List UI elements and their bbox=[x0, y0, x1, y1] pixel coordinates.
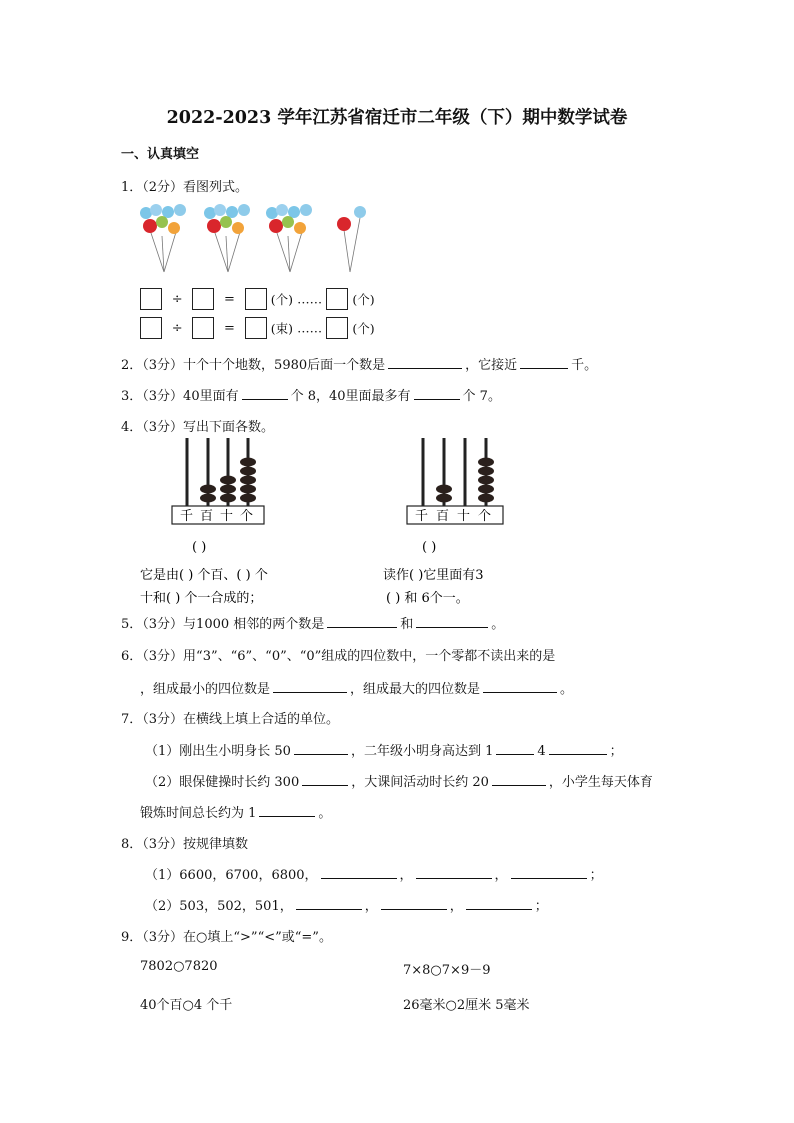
compare-item[interactable]: 26毫米○2厘米 5毫米 bbox=[403, 998, 530, 1013]
svg-text:十: 十 bbox=[457, 509, 471, 524]
answer-box[interactable] bbox=[245, 317, 267, 339]
page-title: 2022-2023 学年江苏省宿迁市二年级（下）期中数学试卷 bbox=[166, 108, 628, 128]
balloons-illustration bbox=[134, 200, 384, 280]
compare-item[interactable]: 7×8○7×9－9 bbox=[403, 963, 491, 978]
question-7-part-1: （1）刚出生小明身长 50 ，二年级小明身高达到 1 4 ； bbox=[145, 744, 623, 759]
answer-paren-2: ( ) bbox=[422, 540, 437, 555]
blank[interactable] bbox=[388, 356, 462, 369]
question-7-part-2-cont: 锻炼时间总长约为 1 。 bbox=[140, 806, 332, 821]
answer-box[interactable] bbox=[140, 317, 162, 339]
balloon-bunch-4 bbox=[337, 206, 366, 272]
answer-box[interactable] bbox=[326, 288, 348, 310]
blank[interactable] bbox=[294, 742, 348, 755]
question-6-line-1: 6．（3分）用“3”、“6”、“0”、“0”组成的四位数中，一个零都不读出来的是 bbox=[121, 649, 556, 664]
answer-box[interactable] bbox=[140, 288, 162, 310]
section-heading: 一、认真填空 bbox=[121, 147, 200, 162]
blank[interactable] bbox=[381, 897, 447, 910]
abacus-2-line-1: 读作( )它里面有3 bbox=[383, 568, 484, 583]
answer-box[interactable] bbox=[326, 317, 348, 339]
answer-box[interactable] bbox=[192, 317, 214, 339]
svg-text:百: 百 bbox=[436, 509, 450, 524]
answer-box[interactable] bbox=[245, 288, 267, 310]
blank[interactable] bbox=[327, 615, 397, 628]
answer-box[interactable] bbox=[192, 288, 214, 310]
abacus-1-line-1: 它是由( ) 个百、( ) 个 bbox=[140, 568, 268, 583]
blank[interactable] bbox=[492, 773, 546, 786]
label-bai: 百 bbox=[200, 509, 214, 524]
svg-text:千: 千 bbox=[415, 509, 429, 524]
blank[interactable] bbox=[466, 897, 532, 910]
compare-item[interactable]: 40个百○4 个千 bbox=[140, 998, 233, 1013]
abacus-2 bbox=[407, 438, 503, 524]
blank[interactable] bbox=[302, 773, 348, 786]
blank[interactable] bbox=[520, 356, 568, 369]
svg-text:个: 个 bbox=[478, 509, 492, 524]
equation-row-2: ÷ = (束) …… (个) bbox=[140, 317, 375, 339]
balloon-bunch-3 bbox=[266, 204, 312, 272]
question-3: 3．（3分）40里面有 个 8，40里面最多有 个 7。 bbox=[121, 389, 501, 404]
blank[interactable] bbox=[496, 742, 534, 755]
abacus-figure bbox=[140, 436, 540, 608]
question-7-part-2: （2）眼保健操时长约 300 ，大课间活动时长约 20 ，小学生每天体育 bbox=[145, 775, 653, 790]
question-4: 4．（3分）写出下面各数。 bbox=[121, 420, 275, 435]
question-6-line-2: ，组成最小的四位数是 ，组成最大的四位数是 。 bbox=[140, 682, 574, 697]
question-8-part-1: （1）6600，6700，6800， ， ， ； bbox=[145, 868, 603, 883]
blank[interactable] bbox=[483, 680, 557, 693]
question-8-part-2: （2）503，502，501， ， ， ； bbox=[145, 899, 548, 914]
question-1: 1．（2分）看图列式。 bbox=[121, 180, 249, 195]
abacus-2-line-2: ( ) 和 6个一。 bbox=[386, 591, 469, 606]
blank[interactable] bbox=[296, 897, 362, 910]
answer-paren-1: ( ) bbox=[192, 540, 207, 555]
blank[interactable] bbox=[414, 387, 460, 400]
blank[interactable] bbox=[416, 866, 492, 879]
blank[interactable] bbox=[416, 615, 488, 628]
question-8: 8．（3分）按规律填数 bbox=[121, 837, 249, 852]
blank[interactable] bbox=[321, 866, 397, 879]
abacus-1-line-2: 十和( ) 个一合成的； bbox=[140, 591, 263, 606]
balloon-bunch-2 bbox=[204, 204, 250, 272]
question-9: 9．（3分）在○填上“>”“<”或“=”。 bbox=[121, 930, 332, 945]
blank[interactable] bbox=[242, 387, 288, 400]
equation-row-1: ÷ = (个) …… (个) bbox=[140, 288, 375, 310]
compare-item[interactable]: 7802○7820 bbox=[140, 959, 218, 974]
label-shi: 十 bbox=[220, 509, 234, 524]
blank[interactable] bbox=[273, 680, 347, 693]
blank[interactable] bbox=[259, 804, 315, 817]
label-ge: 个 bbox=[240, 509, 254, 524]
question-5: 5．（3分）与1000 相邻的两个数是 和 。 bbox=[121, 617, 505, 632]
question-2: 2．（3分）十个十个地数，5980后面一个数是 ，它接近 千。 bbox=[121, 358, 598, 373]
balloon-bunch-1 bbox=[140, 204, 186, 272]
question-7: 7．（3分）在横线上填上合适的单位。 bbox=[121, 712, 340, 727]
label-qian: 千 bbox=[180, 509, 194, 524]
blank[interactable] bbox=[511, 866, 587, 879]
abacus-1 bbox=[172, 438, 264, 524]
blank[interactable] bbox=[549, 742, 607, 755]
